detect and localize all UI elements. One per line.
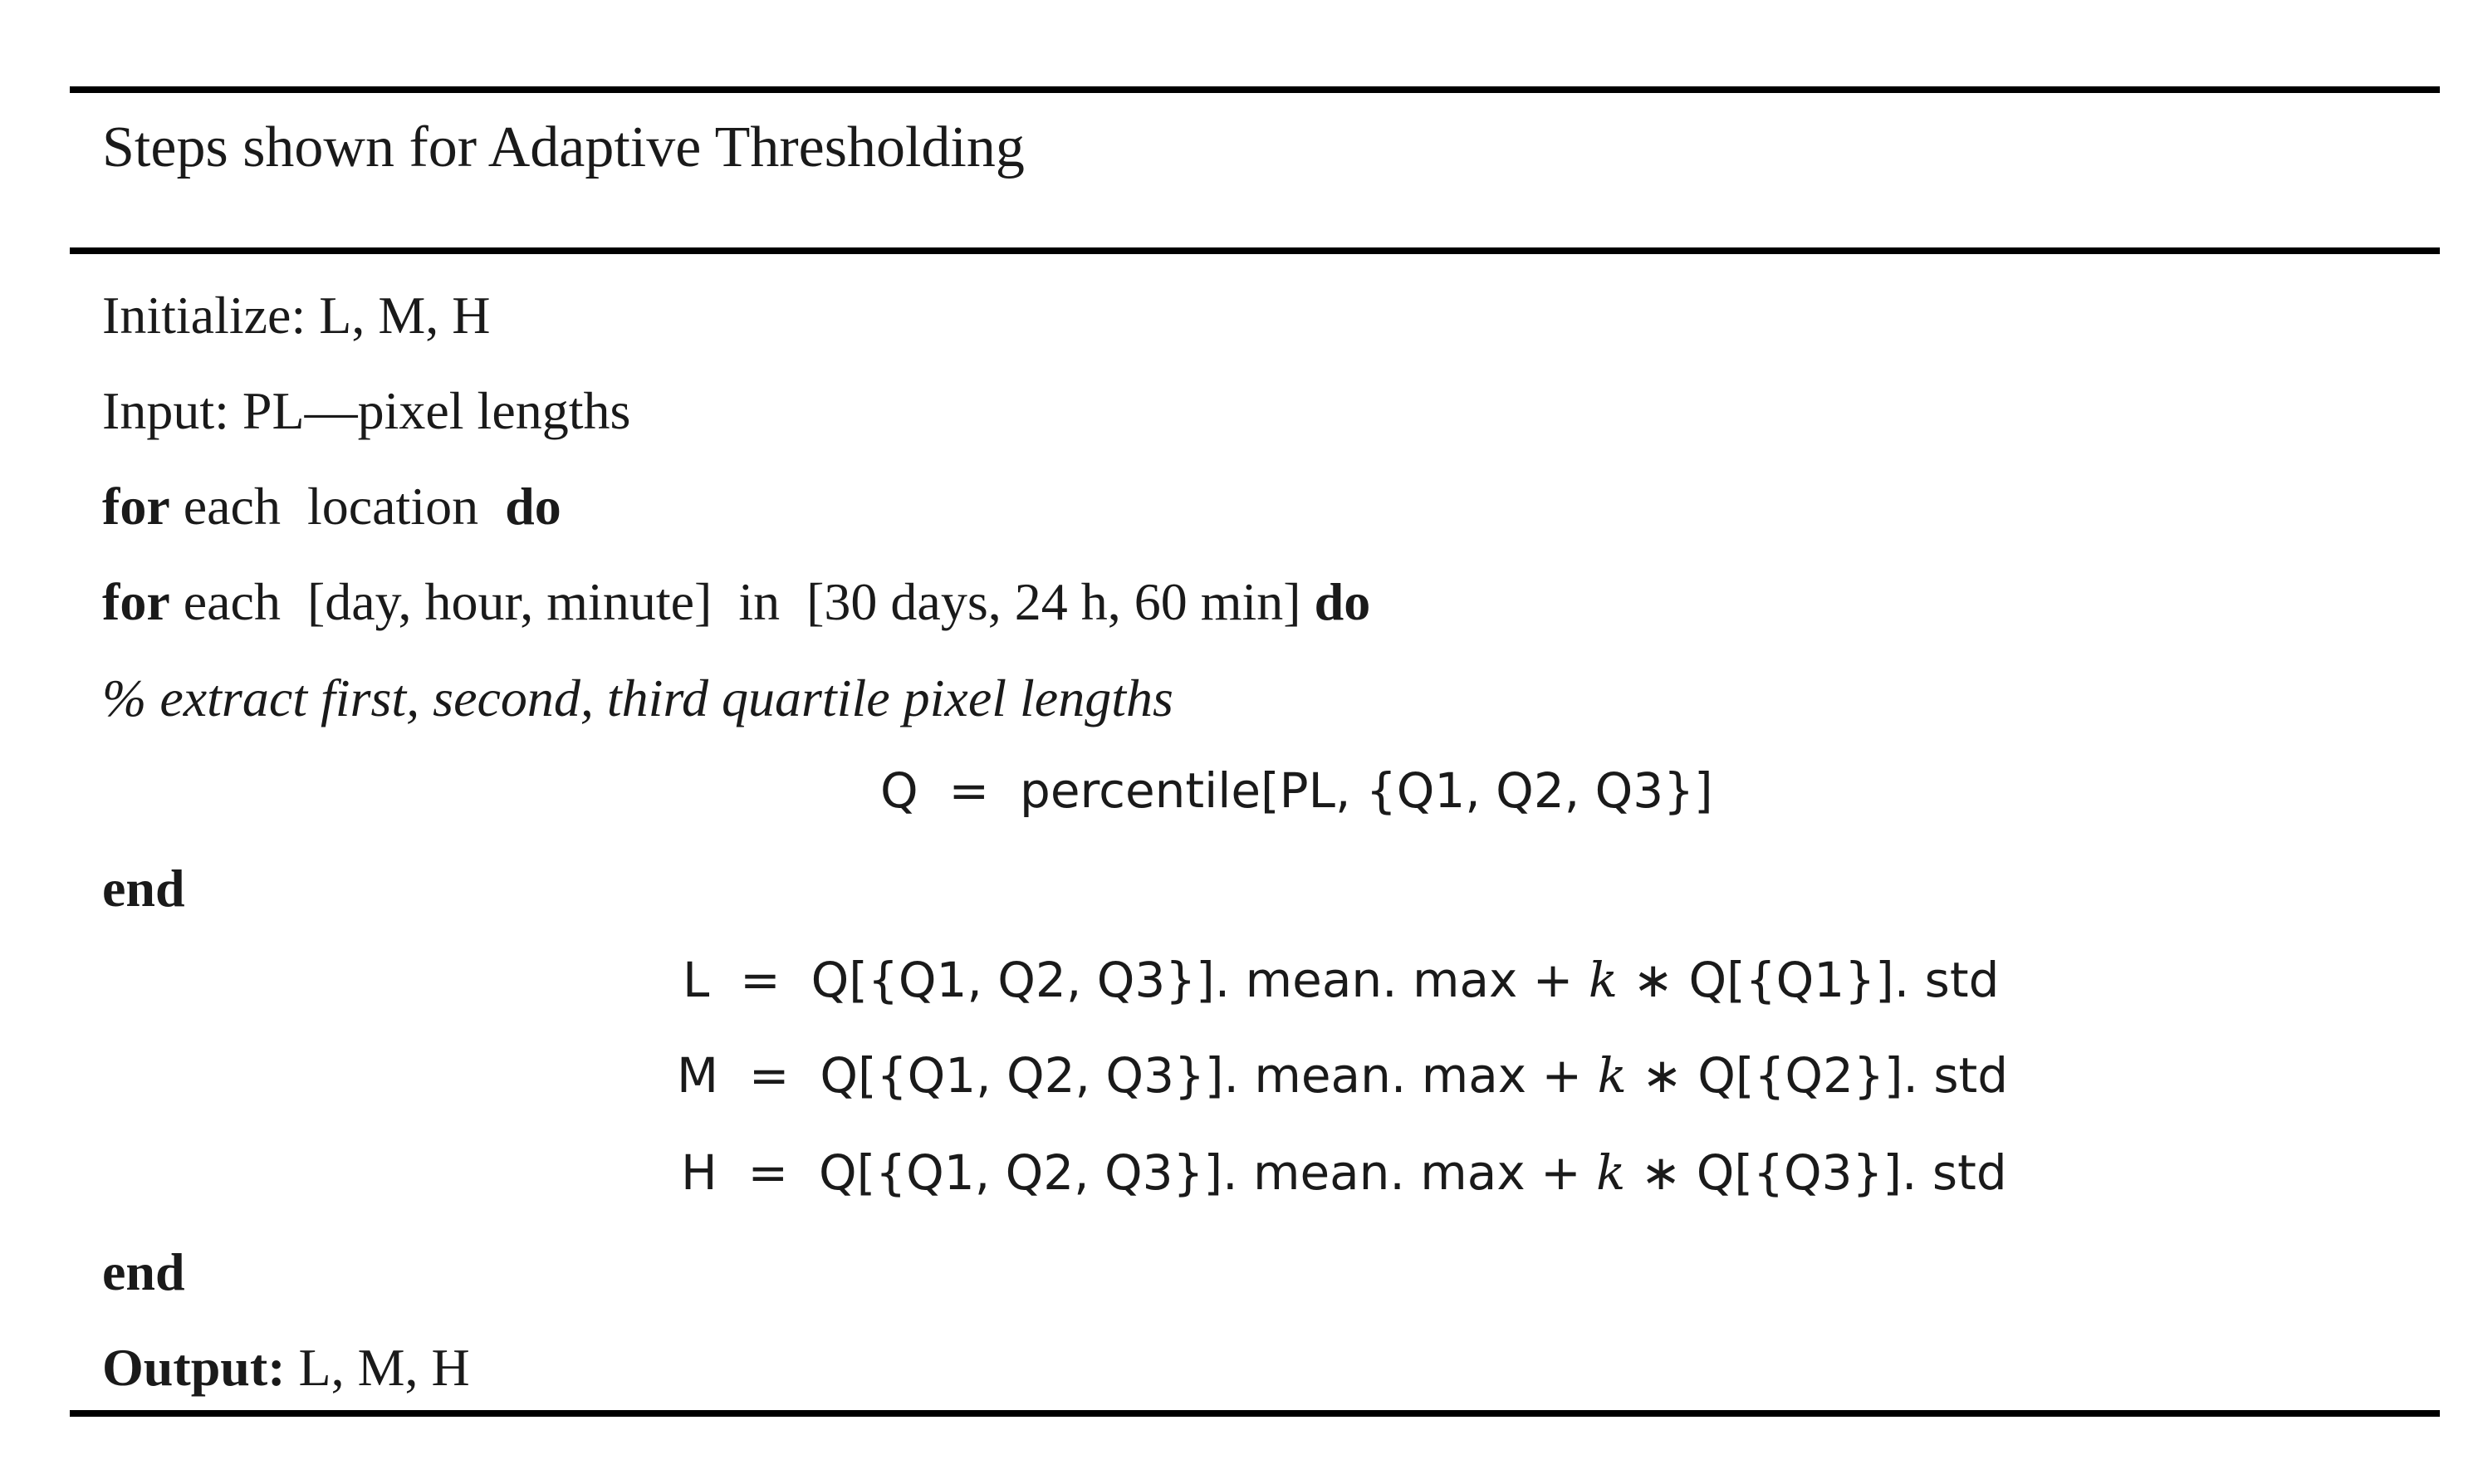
end-keyword: end xyxy=(102,1242,185,1301)
equation-l-right: ∗ Q[{Q1}]. std xyxy=(1618,952,2000,1008)
comment-line: % extract first, second, third quartile pixel lengths xyxy=(102,669,1173,727)
for-time-line xyxy=(102,572,1371,631)
equation-h-right: ∗ Q[{Q3}]. std xyxy=(1625,1144,2007,1201)
for-keyword: for xyxy=(102,572,170,631)
equation-m-right: ∗ Q[{Q2}]. std xyxy=(1626,1047,2009,1104)
for-keyword: for xyxy=(102,477,170,536)
header-rule xyxy=(70,247,2440,254)
do-keyword: do xyxy=(505,477,561,536)
output-line xyxy=(102,1338,470,1397)
output-keyword: Output: xyxy=(102,1338,286,1397)
initialize-line: Initialize: L, M, H xyxy=(102,286,491,345)
percentile-equation: Q = percentile[PL, {Q1, Q2, Q3}] xyxy=(880,762,1713,819)
do-keyword: do xyxy=(1314,572,1371,631)
k-variable: k xyxy=(1597,1047,1627,1104)
input-line: Input: PL—pixel lengths xyxy=(102,381,631,440)
algorithm-title: Steps shown for Adaptive Thresholding xyxy=(102,115,1025,179)
for-time-text: each [day, hour, minute] in [30 days, 24 h, 60 min] xyxy=(169,572,1315,631)
for-location-line xyxy=(102,477,561,536)
equation-l xyxy=(683,952,2000,1008)
for-location-text: each location xyxy=(169,477,506,536)
top-rule xyxy=(70,86,2440,93)
equation-h-left: H = Q[{Q1, Q2, Q3}]. mean. max + xyxy=(681,1144,1597,1201)
k-variable: k xyxy=(1596,1144,1626,1201)
equation-m xyxy=(677,1047,2009,1104)
end-keyword: end xyxy=(102,859,185,918)
k-variable: k xyxy=(1588,952,1618,1008)
output-values: L, M, H xyxy=(285,1338,470,1397)
equation-h xyxy=(681,1144,2007,1201)
equation-l-left: L = Q[{Q1, Q2, Q3}]. mean. max + xyxy=(683,952,1589,1008)
bottom-rule xyxy=(70,1410,2440,1417)
equation-m-left: M = Q[{Q1, Q2, Q3}]. mean. max + xyxy=(677,1047,1598,1104)
